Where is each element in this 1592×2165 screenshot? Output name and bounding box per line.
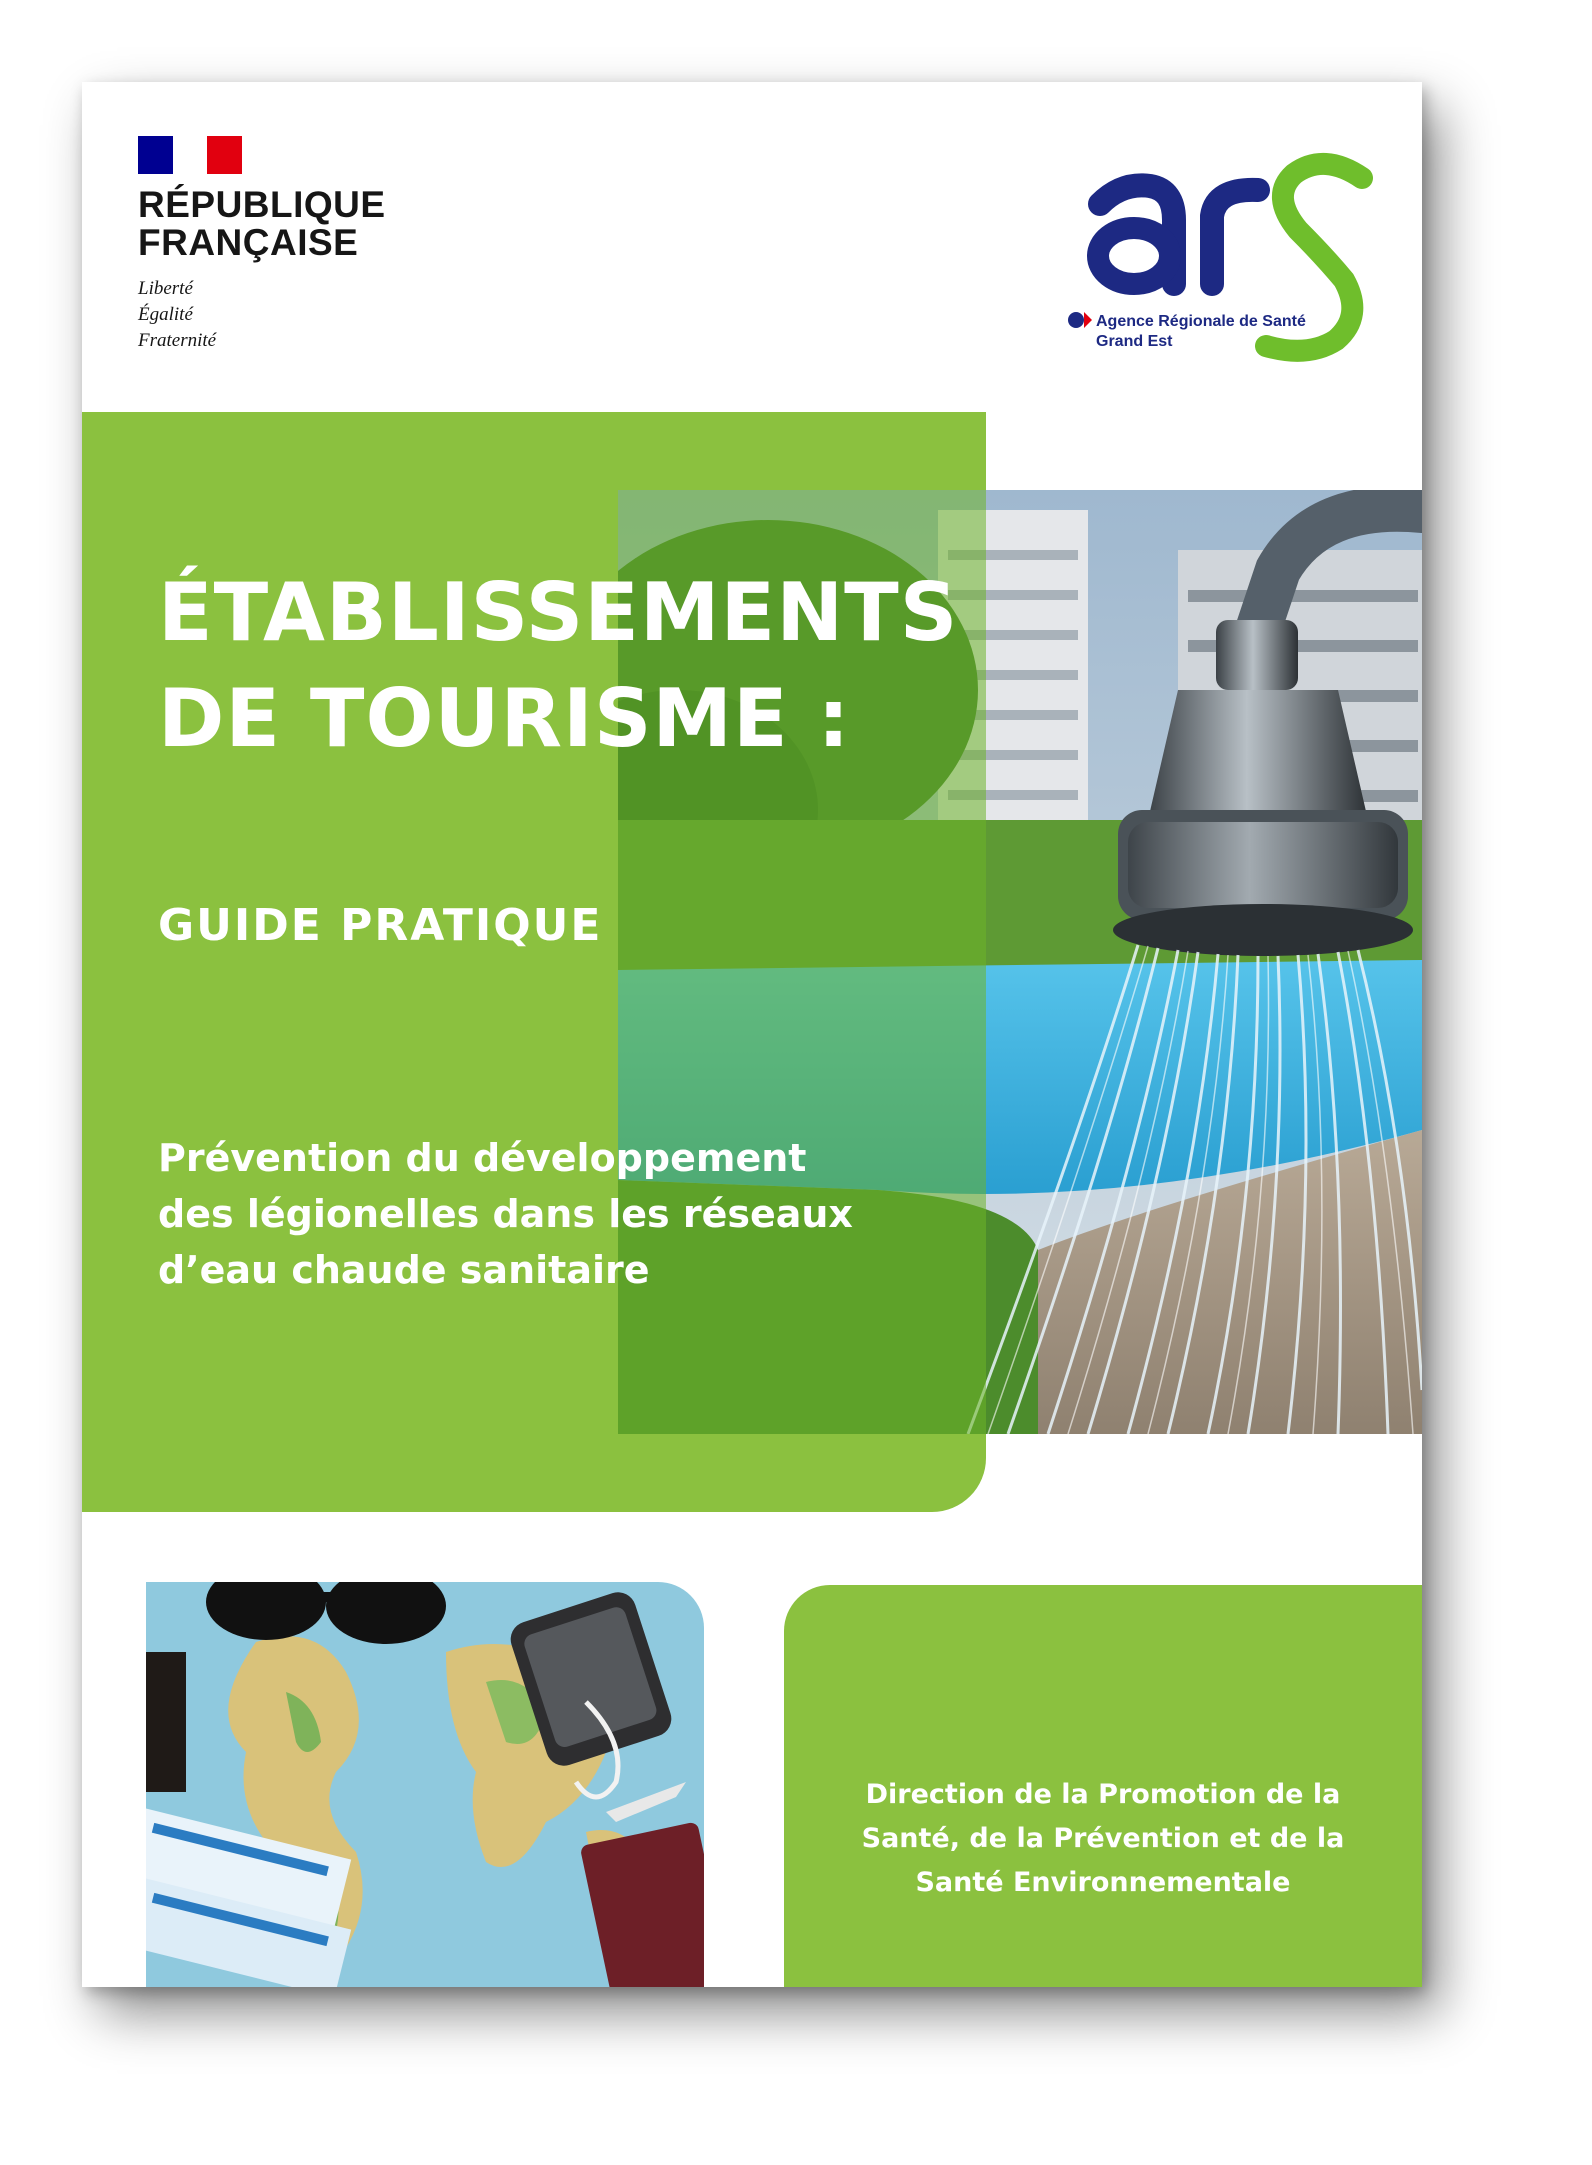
ars-subtitle-line2: Grand Est xyxy=(1096,333,1173,350)
republique-title xyxy=(138,186,386,262)
motto-fraternite: Fraternité xyxy=(138,330,217,351)
republique-title-line1: RÉPUBLIQUE xyxy=(138,184,386,225)
direction-line2: Santé, de la Prévention et de la xyxy=(861,1823,1345,1854)
direction-box xyxy=(784,1585,1422,1987)
ars-subtitle-line1: Agence Régionale de Santé xyxy=(1096,313,1306,330)
cover-description-line3: d’eau chaude sanitaire xyxy=(158,1248,650,1292)
cover-description-line2: des légionelles dans les réseaux xyxy=(158,1192,853,1236)
cover-description-line1: Prévention du développement xyxy=(158,1136,807,1180)
republique-motto xyxy=(138,276,386,354)
direction-line3: Santé Environnementale xyxy=(915,1867,1291,1898)
cover-title xyxy=(158,560,958,772)
republique-title-line2: FRANÇAISE xyxy=(138,222,359,263)
world-map-image xyxy=(146,1582,704,1987)
french-flag-icon xyxy=(138,136,242,174)
motto-egalite: Égalité xyxy=(138,304,193,325)
cover-description xyxy=(158,1130,978,1298)
travel-map-photo xyxy=(146,1582,704,1987)
republique-francaise-logo xyxy=(138,136,386,354)
brochure-cover xyxy=(82,82,1422,1987)
ars-subtitle xyxy=(1096,312,1306,352)
cover-subtitle: GUIDE PRATIQUE xyxy=(158,900,603,951)
cover-title-line2: DE TOURISME : xyxy=(158,672,851,765)
ars-logo xyxy=(1062,134,1382,374)
direction-text xyxy=(784,1773,1422,1905)
cover-title-line1: ÉTABLISSEMENTS xyxy=(158,566,959,659)
motto-liberte: Liberté xyxy=(138,278,193,299)
direction-line1: Direction de la Promotion de la xyxy=(865,1779,1341,1810)
